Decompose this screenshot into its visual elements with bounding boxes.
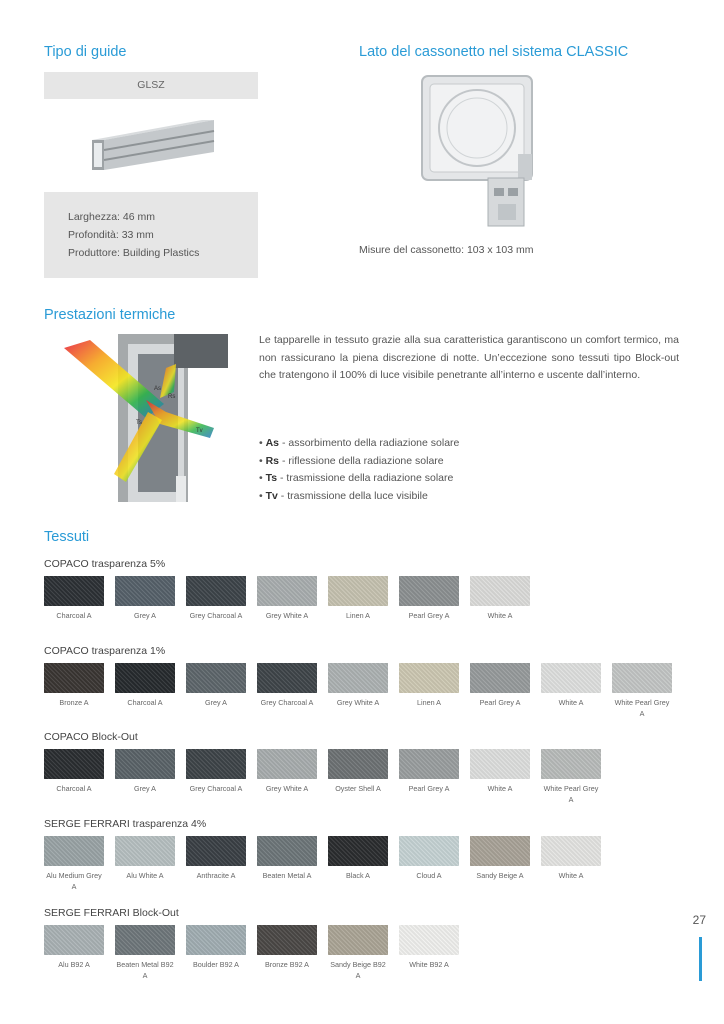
cassette-image xyxy=(418,70,540,230)
page-accent-bar xyxy=(699,937,702,981)
fabric-swatch xyxy=(115,749,175,805)
fabric-swatch xyxy=(257,925,317,981)
fabric-swatch-label: Charcoal A xyxy=(56,611,92,620)
thermal-title: Prestazioni termiche xyxy=(44,307,176,323)
bullet-rs: • Rs - riflessione della radiazione solare xyxy=(259,454,444,467)
fabric-swatch-label: Sandy Beige B92 A xyxy=(330,960,386,980)
fabric-swatch-label: Cloud A xyxy=(416,871,442,880)
swatch-row xyxy=(44,836,612,892)
fabric-swatch-tile xyxy=(399,749,459,779)
spec-depth: Profondità: 33 mm xyxy=(68,229,154,241)
fabric-swatch-tile xyxy=(115,576,175,606)
fabric-swatch-label: Linen A xyxy=(346,611,370,620)
fabric-swatch-tile xyxy=(44,836,104,866)
fabric-swatch xyxy=(328,749,388,805)
fabric-swatch-tile xyxy=(257,836,317,866)
fabric-swatch-tile xyxy=(328,663,388,693)
fabric-swatch-tile xyxy=(399,576,459,606)
fabric-swatch-tile xyxy=(186,576,246,606)
group-title-copaco-blockout: COPACO Block-Out xyxy=(44,731,138,743)
fabric-swatch xyxy=(44,749,104,805)
fabric-swatch-tile xyxy=(328,836,388,866)
group-title-serge-blockout: SERGE FERRARI Block-Out xyxy=(44,907,179,919)
guide-profile-image xyxy=(82,112,232,178)
fabric-swatch xyxy=(115,576,175,621)
fabric-swatch xyxy=(541,663,601,719)
fabric-swatch-tile xyxy=(328,925,388,955)
fabric-swatch-label: Linen A xyxy=(417,698,441,707)
thermal-diagram xyxy=(64,334,228,502)
diagram-label-tv: Tv xyxy=(196,428,203,434)
fabric-swatch-label: Grey A xyxy=(134,784,156,793)
fabric-swatch-label: Pearl Grey A xyxy=(479,698,521,707)
fabric-swatch xyxy=(328,836,388,892)
fabric-swatch-tile xyxy=(257,663,317,693)
fabric-swatch-tile xyxy=(328,576,388,606)
fabric-swatch xyxy=(186,576,246,621)
fabric-swatch-label: White A xyxy=(558,698,584,707)
fabric-swatch-label: Grey Charcoal A xyxy=(260,698,314,707)
swatch-row xyxy=(44,663,683,719)
fabric-swatch-label: Grey A xyxy=(205,698,227,707)
fabric-swatch xyxy=(186,749,246,805)
fabric-swatch-tile xyxy=(257,749,317,779)
guide-specs-box xyxy=(44,192,258,278)
fabric-swatch xyxy=(186,663,246,719)
fabric-swatch-label: Charcoal A xyxy=(127,698,163,707)
fabric-swatch-tile xyxy=(186,836,246,866)
fabric-swatch-label: White A xyxy=(487,784,513,793)
diagram-label-rs: Rs xyxy=(168,394,176,400)
fabric-swatch xyxy=(541,749,601,805)
cassette-measure: Misure del cassonetto: 103 x 103 mm xyxy=(359,244,534,256)
fabric-swatch-label: White Pearl Grey A xyxy=(543,784,599,804)
fabric-swatch-tile xyxy=(470,663,530,693)
fabric-swatch-label: White A xyxy=(558,871,584,880)
fabric-swatch-label: Oyster Shell A xyxy=(335,784,381,793)
fabric-swatch xyxy=(186,925,246,981)
fabric-swatch-label: Grey White A xyxy=(265,611,309,620)
fabric-swatch-tile xyxy=(399,925,459,955)
fabric-swatch xyxy=(44,576,104,621)
fabric-swatch-tile xyxy=(44,576,104,606)
fabric-swatch-label: Boulder B92 A xyxy=(193,960,239,969)
fabric-swatch xyxy=(115,925,175,981)
fabric-swatch xyxy=(612,663,672,719)
fabric-swatch xyxy=(399,663,459,719)
guide-code: GLSZ xyxy=(137,79,165,91)
fabric-swatch xyxy=(257,576,317,621)
fabric-swatch xyxy=(399,749,459,805)
fabric-swatch xyxy=(328,925,388,981)
swatch-row xyxy=(44,925,470,981)
group-title-serge-4: SERGE FERRARI trasparenza 4% xyxy=(44,818,207,830)
fabric-swatch xyxy=(257,836,317,892)
fabric-swatch xyxy=(44,836,104,892)
guide-code-box xyxy=(44,72,258,99)
guides-title: Tipo di guide xyxy=(44,44,127,60)
fabric-swatch xyxy=(541,836,601,892)
fabric-swatch-tile xyxy=(328,749,388,779)
fabric-swatch xyxy=(115,836,175,892)
fabric-swatch xyxy=(44,925,104,981)
spec-width: Larghezza: 46 mm xyxy=(68,211,155,223)
fabric-swatch-tile xyxy=(470,836,530,866)
fabric-swatch xyxy=(328,663,388,719)
fabric-swatch xyxy=(186,836,246,892)
fabric-swatch-tile xyxy=(115,749,175,779)
fabric-swatch-label: Black A xyxy=(346,871,370,880)
fabric-swatch xyxy=(328,576,388,621)
fabric-swatch-tile xyxy=(186,749,246,779)
fabric-swatch-tile xyxy=(257,925,317,955)
bullet-tv: • Tv - trasmissione della luce visibile xyxy=(259,489,428,502)
fabric-swatch-label: Grey Charcoal A xyxy=(189,611,243,620)
fabric-swatch-label: Pearl Grey A xyxy=(408,611,450,620)
fabric-swatch-tile xyxy=(115,836,175,866)
group-title-copaco-1: COPACO trasparenza 1% xyxy=(44,645,166,657)
fabric-swatch-tile xyxy=(470,576,530,606)
fabric-swatch-label: Anthracite A xyxy=(196,871,236,880)
bullet-ts: • Ts - trasmissione della radiazione solare xyxy=(259,472,454,484)
fabric-swatch-label: Pearl Grey A xyxy=(408,784,450,793)
thermal-paragraph: Le tapparelle in tessuto grazie alla sua caratteristica garantiscono un comfort termico, ma non rassicurano la piena discrezione di notte. Un’eccezione sono tessuti tipo Block-out che tratengono il 100% di luce visibile penetrante all’interno e uscente dall’interno. xyxy=(259,334,679,381)
fabric-swatch-tile xyxy=(399,836,459,866)
fabric-swatch xyxy=(470,836,530,892)
fabric-swatch-label: Grey White A xyxy=(265,784,309,793)
diagram-label-as: As xyxy=(154,386,162,392)
fabric-swatch-label: Charcoal A xyxy=(56,784,92,793)
swatch-row xyxy=(44,576,541,621)
fabric-swatch-label: Alu White A xyxy=(126,871,164,880)
fabric-swatch xyxy=(399,576,459,621)
fabric-swatch-tile xyxy=(257,576,317,606)
fabric-swatch-tile xyxy=(44,925,104,955)
fabric-swatch-label: Alu Medium Grey A xyxy=(46,871,102,891)
fabric-swatch-label: Bronze A xyxy=(59,698,89,707)
fabric-swatch-tile xyxy=(115,663,175,693)
fabric-swatch xyxy=(257,663,317,719)
fabric-swatch-label: Alu B92 A xyxy=(58,960,90,969)
fabric-swatch-label: Bronze B92 A xyxy=(265,960,309,969)
fabric-swatch-tile xyxy=(541,749,601,779)
fabric-swatch-label: Grey White A xyxy=(336,698,380,707)
fabric-swatch xyxy=(399,925,459,981)
fabric-swatch-label: Sandy Beige A xyxy=(476,871,524,880)
fabric-swatch-label: Beaten Metal A xyxy=(262,871,312,880)
fabric-swatch-tile xyxy=(115,925,175,955)
fabric-swatch xyxy=(470,663,530,719)
fabric-swatch-label: White Pearl Grey A xyxy=(614,698,670,718)
bullet-as: • As - assorbimento della radiazione solare xyxy=(259,437,460,449)
diagram-label-ts: Ts xyxy=(136,420,142,426)
fabric-swatch xyxy=(115,663,175,719)
fabric-swatch xyxy=(257,749,317,805)
fabric-swatch-tile xyxy=(186,925,246,955)
fabric-swatch xyxy=(470,749,530,805)
fabric-swatch-label: White A xyxy=(487,611,513,620)
spec-producer: Produttore: Building Plastics xyxy=(68,247,200,259)
fabric-swatch-tile xyxy=(399,663,459,693)
thermal-bullets xyxy=(259,435,679,505)
group-title-copaco-5: COPACO trasparenza 5% xyxy=(44,558,166,570)
fabric-swatch-tile xyxy=(541,663,601,693)
page-number: 27 xyxy=(692,913,706,927)
fabric-swatch xyxy=(470,576,530,621)
fabric-swatch-label: Beaten Metal B92 A xyxy=(116,960,174,980)
fabric-swatch xyxy=(399,836,459,892)
swatch-row xyxy=(44,749,612,805)
fabric-swatch xyxy=(44,663,104,719)
fabric-swatch-tile xyxy=(541,836,601,866)
fabric-swatch-label: Grey A xyxy=(134,611,156,620)
fabric-swatch-label: White B92 A xyxy=(409,960,449,969)
fabrics-title: Tessuti xyxy=(44,529,90,545)
fabric-swatch-label: Grey Charcoal A xyxy=(189,784,243,793)
fabric-swatch-tile xyxy=(44,749,104,779)
fabric-swatch-tile xyxy=(44,663,104,693)
cassette-title: Lato del cassonetto nel sistema CLASSIC xyxy=(359,44,629,60)
fabric-swatch-tile xyxy=(612,663,672,693)
fabric-swatch-tile xyxy=(186,663,246,693)
fabric-swatch-tile xyxy=(470,749,530,779)
